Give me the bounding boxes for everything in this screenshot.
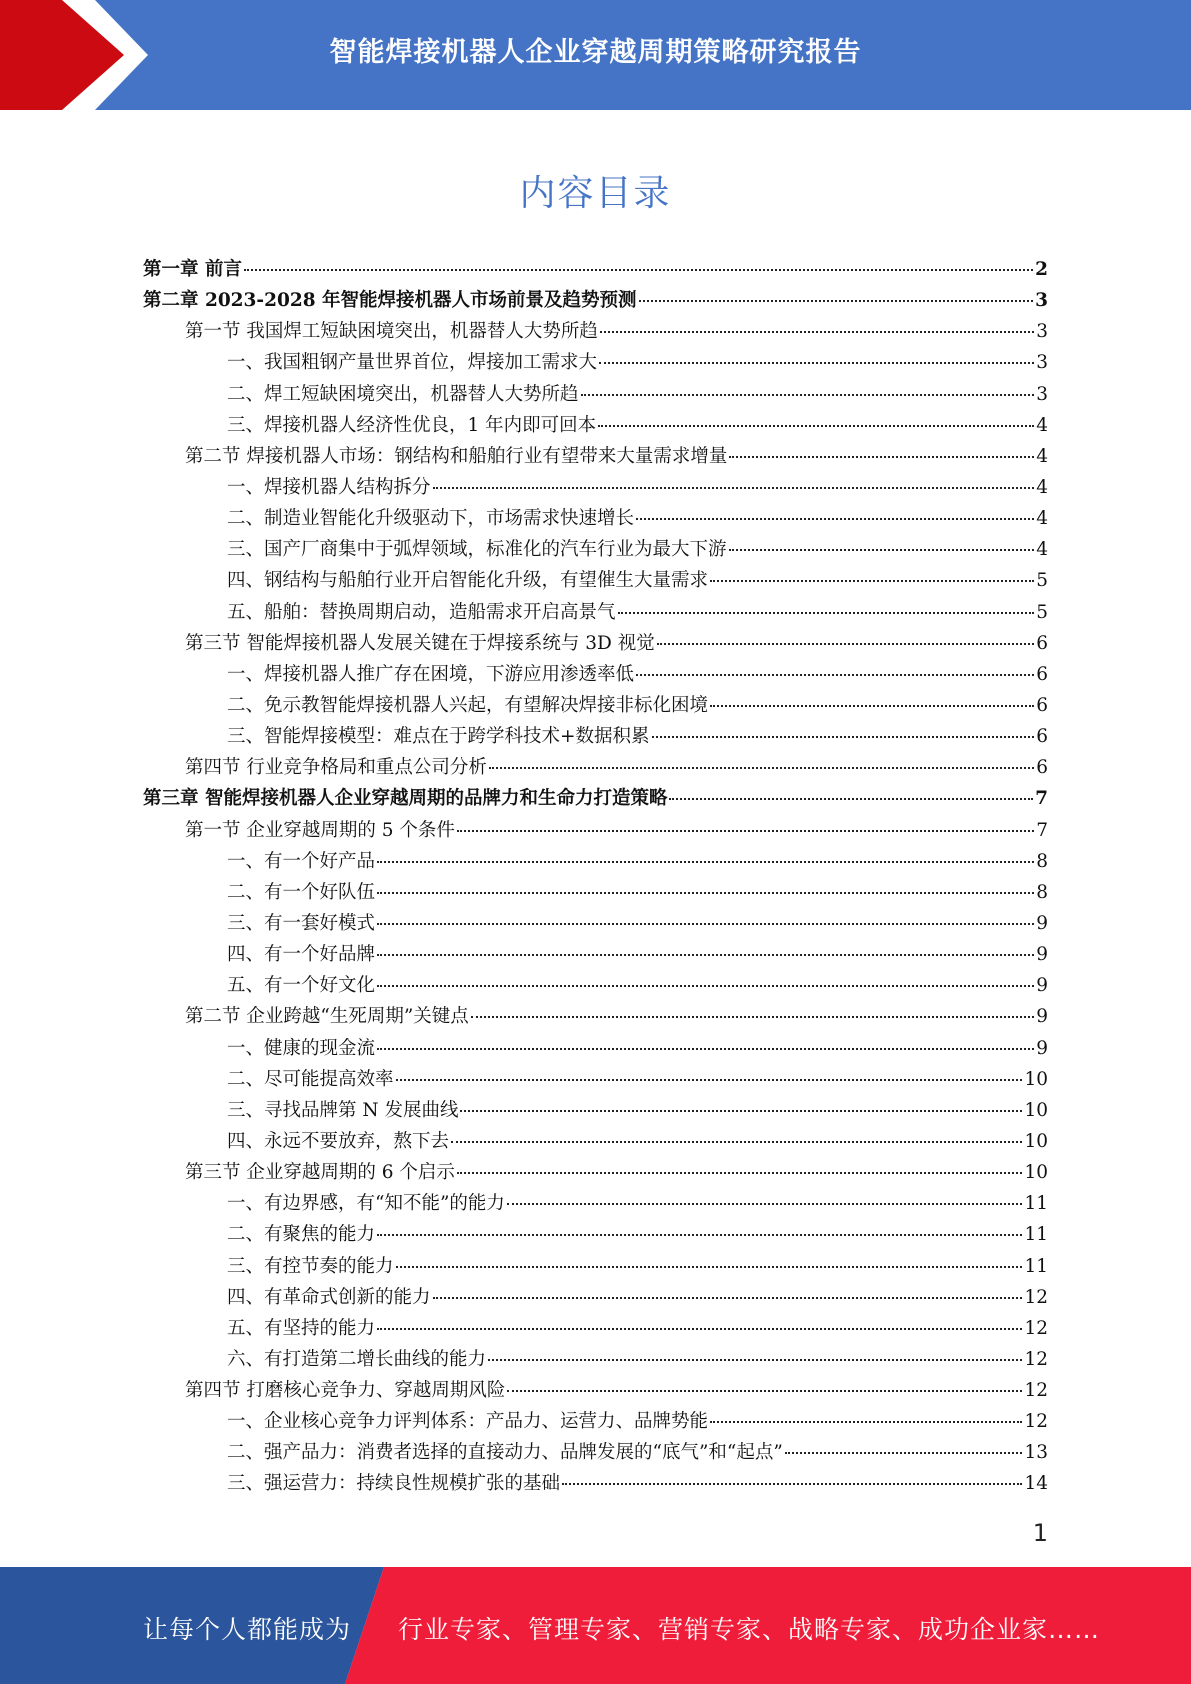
toc-leader-dots <box>377 892 1034 894</box>
toc-leader-dots <box>488 1359 1022 1361</box>
table-of-contents <box>143 254 1048 1500</box>
toc-entry[interactable] <box>143 503 1048 534</box>
toc-entry-page: 9 <box>1036 975 1048 997</box>
toc-entry[interactable] <box>143 846 1048 877</box>
toc-entry-label: 二、焊工短缺困境突出，机器替人大势所趋 <box>227 383 579 405</box>
toc-entry[interactable] <box>143 1001 1048 1032</box>
toc-entry[interactable] <box>143 441 1048 472</box>
toc-entry[interactable] <box>143 628 1048 659</box>
toc-entry[interactable] <box>143 721 1048 752</box>
toc-entry-page: 11 <box>1024 1224 1048 1246</box>
toc-leader-dots <box>244 269 1033 271</box>
toc-entry-label: 二、有聚焦的能力 <box>227 1224 376 1246</box>
toc-leader-dots <box>618 612 1035 614</box>
toc-entry[interactable] <box>143 908 1048 939</box>
toc-leader-dots <box>396 1079 1023 1081</box>
toc-entry-page: 9 <box>1036 912 1048 934</box>
toc-entry-label: 二、强产品力：消费者选择的直接动力、品牌发展的“底气”和“起点” <box>227 1442 783 1464</box>
toc-entry-page: 6 <box>1036 694 1048 716</box>
toc-entry-page: 12 <box>1024 1411 1048 1433</box>
toc-entry[interactable] <box>143 254 1048 285</box>
toc-entry[interactable] <box>143 752 1048 783</box>
toc-entry-page: 4 <box>1036 508 1048 530</box>
toc-entry-label: 第二章 2023-2028 年智能焊接机器人市场前景及趋势预测 <box>143 290 637 312</box>
toc-entry[interactable] <box>143 1406 1048 1437</box>
toc-leader-dots <box>636 674 1034 676</box>
toc-entry-label: 六、有打造第二增长曲线的能力 <box>227 1348 487 1370</box>
toc-entry[interactable] <box>143 347 1048 378</box>
toc-entry-page: 5 <box>1036 570 1048 592</box>
toc-entry-label: 二、免示教智能焊接机器人兴起，有望解决焊接非标化困境 <box>227 694 709 716</box>
toc-entry[interactable] <box>143 565 1048 596</box>
toc-entry-page: 4 <box>1036 414 1048 436</box>
toc-entry[interactable] <box>143 1219 1048 1250</box>
toc-leader-dots <box>657 643 1034 645</box>
toc-entry-label: 一、有一个好产品 <box>227 850 376 872</box>
toc-entry[interactable] <box>143 1126 1048 1157</box>
toc-entry-label: 四、有一个好品牌 <box>227 944 376 966</box>
toc-entry[interactable] <box>143 379 1048 410</box>
report-title: 智能焊接机器人企业穿越周期策略研究报告 <box>329 37 862 68</box>
toc-entry-page: 3 <box>1036 383 1048 405</box>
toc-entry[interactable] <box>143 1188 1048 1219</box>
toc-entry[interactable] <box>143 970 1048 1001</box>
toc-entry-page: 12 <box>1024 1317 1048 1339</box>
toc-entry-label: 三、强运营力：持续良性规模扩张的基础 <box>227 1473 561 1495</box>
toc-leader-dots <box>377 1048 1034 1050</box>
toc-entry-page: 9 <box>1036 1006 1048 1028</box>
toc-entry-page: 13 <box>1024 1442 1048 1464</box>
toc-heading: 内容目录 <box>519 173 672 214</box>
toc-entry-page: 6 <box>1036 632 1048 654</box>
toc-entry-page: 12 <box>1024 1286 1048 1308</box>
toc-entry[interactable] <box>143 1375 1048 1406</box>
toc-entry[interactable] <box>143 472 1048 503</box>
toc-entry[interactable] <box>143 1282 1048 1313</box>
toc-leader-dots <box>710 705 1034 707</box>
toc-entry-label: 第二节 企业跨越“生死周期”关键点 <box>185 1006 469 1028</box>
toc-entry[interactable] <box>143 815 1048 846</box>
toc-leader-dots <box>396 1266 1023 1268</box>
toc-entry-page: 9 <box>1036 1037 1048 1059</box>
toc-entry[interactable] <box>143 690 1048 721</box>
toc-entry-label: 四、钢结构与船舶行业开启智能化升级，有望催生大量需求 <box>227 570 709 592</box>
toc-entry[interactable] <box>143 1095 1048 1126</box>
toc-leader-dots <box>600 331 1034 333</box>
toc-entry-label: 三、有一套好模式 <box>227 912 376 934</box>
toc-leader-dots <box>507 1390 1022 1392</box>
toc-entry[interactable] <box>143 1437 1048 1468</box>
header-banner <box>0 0 1191 110</box>
toc-entry[interactable] <box>143 1157 1048 1188</box>
toc-entry-page: 8 <box>1036 881 1048 903</box>
toc-entry[interactable] <box>143 1468 1048 1499</box>
toc-entry-label: 第三节 智能焊接机器人发展关键在于焊接系统与 3D 视觉 <box>185 632 655 654</box>
toc-entry-page: 12 <box>1024 1380 1048 1402</box>
toc-entry-label: 四、有革命式创新的能力 <box>227 1286 431 1308</box>
toc-entry[interactable] <box>143 316 1048 347</box>
toc-entry[interactable] <box>143 877 1048 908</box>
toc-leader-dots <box>489 767 1034 769</box>
toc-leader-dots <box>377 1328 1022 1330</box>
toc-leader-dots <box>562 1483 1022 1485</box>
toc-entry-label: 一、焊接机器人推广存在困境，下游应用渗透率低 <box>227 663 635 685</box>
toc-entry-page: 11 <box>1024 1193 1048 1215</box>
toc-entry-page: 7 <box>1035 788 1048 810</box>
toc-entry-label: 第一节 我国焊工短缺困境突出，机器替人大势所趋 <box>185 321 598 343</box>
toc-entry[interactable] <box>143 1033 1048 1064</box>
toc-entry[interactable] <box>143 534 1048 565</box>
toc-entry-page: 4 <box>1036 476 1048 498</box>
toc-leader-dots <box>457 1172 1023 1174</box>
toc-entry-label: 一、焊接机器人结构拆分 <box>227 476 431 498</box>
toc-leader-dots <box>377 1234 1022 1236</box>
toc-entry-label: 三、智能焊接模型：难点在于跨学科技术+数据积累 <box>227 726 650 748</box>
toc-leader-dots <box>377 923 1034 925</box>
toc-leader-dots <box>377 985 1034 987</box>
toc-entry-label: 第四节 行业竞争格局和重点公司分析 <box>185 757 487 779</box>
toc-entry-page: 6 <box>1036 663 1048 685</box>
footer-slogan-left: 让每个人都能成为 <box>143 1615 352 1644</box>
toc-entry-page: 10 <box>1024 1130 1048 1152</box>
toc-entry-page: 3 <box>1035 290 1048 312</box>
toc-entry-page: 4 <box>1036 539 1048 561</box>
toc-entry-page: 8 <box>1036 850 1048 872</box>
toc-entry-page: 10 <box>1024 1099 1048 1121</box>
toc-entry[interactable] <box>143 783 1048 814</box>
toc-entry-label: 四、永远不要放弃，熬下去 <box>227 1130 450 1152</box>
toc-entry-label: 三、有控节奏的能力 <box>227 1255 394 1277</box>
toc-entry[interactable] <box>143 659 1048 690</box>
toc-entry-label: 三、寻找品牌第 N 发展曲线 <box>227 1099 459 1121</box>
toc-leader-dots <box>433 487 1035 489</box>
toc-leader-dots <box>598 425 1034 427</box>
toc-entry-label: 二、尽可能提高效率 <box>227 1068 394 1090</box>
toc-entry-page: 9 <box>1036 944 1048 966</box>
toc-entry[interactable] <box>143 1313 1048 1344</box>
toc-leader-dots <box>457 830 1034 832</box>
toc-entry-page: 5 <box>1036 601 1048 623</box>
toc-leader-dots <box>669 798 1033 800</box>
toc-entry[interactable] <box>143 597 1048 628</box>
toc-entry-label: 二、有一个好队伍 <box>227 881 376 903</box>
toc-leader-dots <box>710 580 1034 582</box>
toc-entry-label: 三、焊接机器人经济性优良，1 年内即可回本 <box>227 414 597 436</box>
toc-entry-label: 一、企业核心竞争力评判体系：产品力、运营力、品牌势能 <box>227 1411 709 1433</box>
toc-entry-page: 11 <box>1024 1255 1048 1277</box>
toc-leader-dots <box>729 456 1034 458</box>
toc-leader-dots <box>377 954 1034 956</box>
toc-leader-dots <box>471 1016 1034 1018</box>
toc-entry-label: 第三章 智能焊接机器人企业穿越周期的品牌力和生命力打造策略 <box>143 788 668 810</box>
toc-entry-label: 第一节 企业穿越周期的 5 个条件 <box>185 819 455 841</box>
toc-entry[interactable] <box>143 1344 1048 1375</box>
footer-banner <box>0 1567 1191 1684</box>
toc-entry-label: 第四节 打磨核心竞争力、穿越周期风险 <box>185 1380 506 1402</box>
toc-entry-page: 10 <box>1024 1162 1048 1184</box>
toc-entry-page: 7 <box>1036 819 1048 841</box>
toc-leader-dots <box>710 1421 1022 1423</box>
toc-entry-page: 3 <box>1036 321 1048 343</box>
toc-entry-page: 2 <box>1035 259 1048 280</box>
toc-entry-label: 五、船舶：替换周期启动，造船需求开启高景气 <box>227 601 616 623</box>
toc-leader-dots <box>639 300 1034 302</box>
toc-entry-page: 4 <box>1036 445 1048 467</box>
toc-leader-dots <box>460 1110 1022 1112</box>
toc-entry-page: 12 <box>1024 1348 1048 1370</box>
toc-entry-label: 一、有边界感，有“知不能”的能力 <box>227 1193 505 1215</box>
toc-leader-dots <box>599 362 1034 364</box>
toc-entry[interactable] <box>143 410 1048 441</box>
toc-entry-label: 一、我国粗钢产量世界首位，焊接加工需求大 <box>227 352 598 374</box>
toc-entry-page: 6 <box>1036 726 1048 748</box>
toc-leader-dots <box>652 736 1035 738</box>
toc-entry[interactable] <box>143 1251 1048 1282</box>
toc-entry-label: 一、健康的现金流 <box>227 1037 376 1059</box>
toc-entry-label: 五、有一个好文化 <box>227 975 376 997</box>
page-number: 1 <box>1032 1519 1048 1547</box>
toc-leader-dots <box>785 1452 1023 1454</box>
toc-entry-label: 第二节 焊接机器人市场：钢结构和船舶行业有望带来大量需求增量 <box>185 445 728 467</box>
toc-entry[interactable] <box>143 285 1048 316</box>
toc-entry-label: 五、有坚持的能力 <box>227 1317 376 1339</box>
toc-entry[interactable] <box>143 939 1048 970</box>
toc-leader-dots <box>581 394 1035 396</box>
toc-leader-dots <box>507 1203 1023 1205</box>
toc-entry-page: 10 <box>1024 1068 1048 1090</box>
toc-entry-label: 第三节 企业穿越周期的 6 个启示 <box>185 1162 455 1184</box>
toc-leader-dots <box>636 518 1034 520</box>
toc-leader-dots <box>433 1297 1023 1299</box>
toc-entry-page: 6 <box>1036 757 1048 779</box>
toc-entry-label: 三、国产厂商集中于弧焊领域，标准化的汽车行业为最大下游 <box>227 539 727 561</box>
toc-entry-page: 3 <box>1036 352 1048 374</box>
toc-leader-dots <box>377 861 1034 863</box>
toc-entry-label: 第一章 前言 <box>143 259 242 280</box>
toc-leader-dots <box>451 1141 1022 1143</box>
toc-entry[interactable] <box>143 1064 1048 1095</box>
toc-leader-dots <box>729 549 1035 551</box>
toc-entry-label: 二、制造业智能化升级驱动下，市场需求快速增长 <box>227 508 635 530</box>
footer-slogan-right: 行业专家、管理专家、营销专家、战略专家、成功企业家…… <box>398 1615 1101 1644</box>
toc-entry-page: 14 <box>1024 1473 1048 1495</box>
